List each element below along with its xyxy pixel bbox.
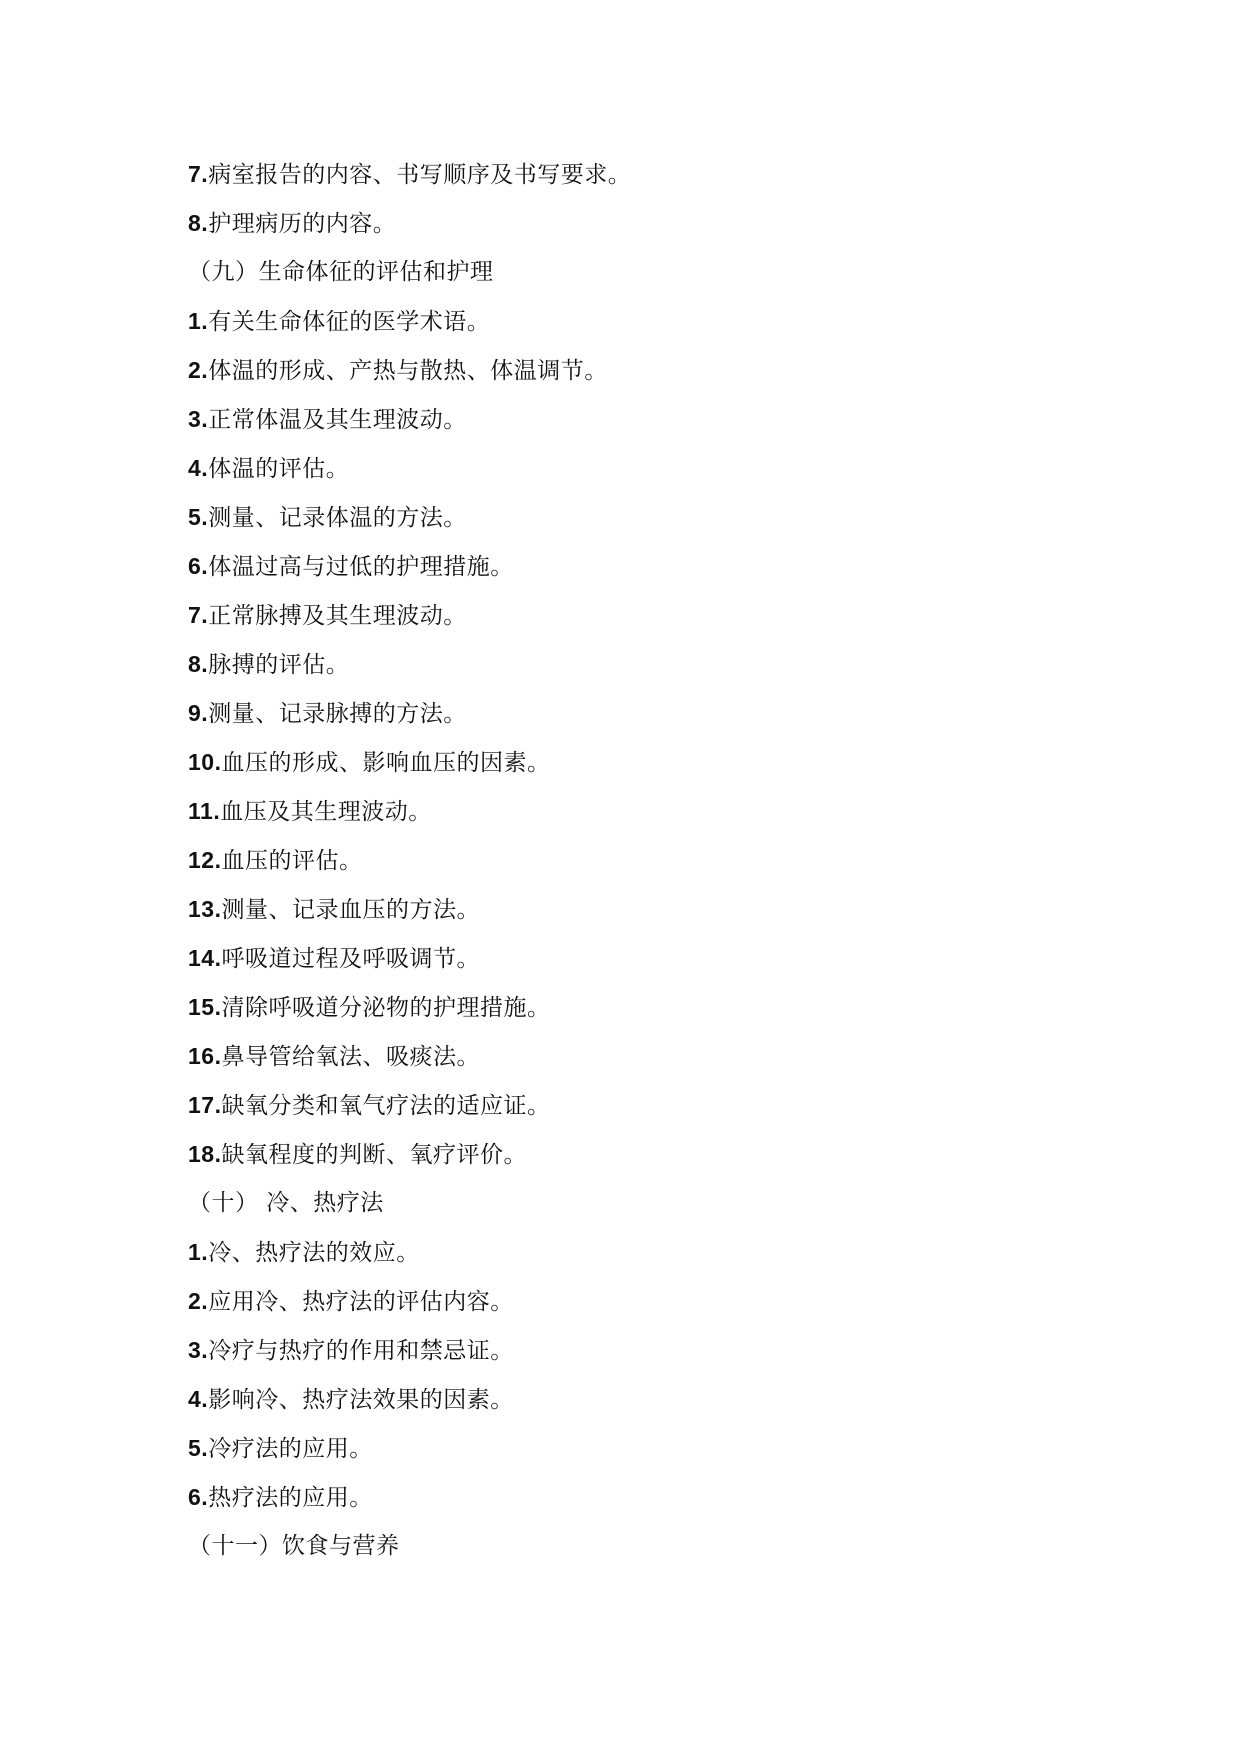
section-heading-text: （十） 冷、热疗法 xyxy=(188,1190,384,1216)
list-item xyxy=(188,738,631,787)
item-number: 4 xyxy=(188,455,202,481)
item-number: 18 xyxy=(188,1141,215,1167)
list-item xyxy=(188,885,631,934)
item-text: 正常脉搏及其生理波动。 xyxy=(208,603,467,629)
list-item xyxy=(188,493,631,542)
section-heading xyxy=(188,1522,631,1571)
item-number-dot: . xyxy=(214,1092,222,1118)
list-item xyxy=(188,983,631,1032)
item-number: 11 xyxy=(188,798,214,824)
list-item xyxy=(188,1326,631,1375)
list-item xyxy=(188,836,631,885)
item-number: 14 xyxy=(188,945,215,971)
item-number-dot: . xyxy=(214,994,222,1020)
item-text: 测量、记录血压的方法。 xyxy=(221,897,480,923)
list-item xyxy=(188,1277,631,1326)
item-number-dot: . xyxy=(201,406,209,432)
list-item xyxy=(188,346,631,395)
item-text: 血压的评估。 xyxy=(221,848,363,874)
item-number: 12 xyxy=(188,847,215,873)
item-text: 护理病历的内容。 xyxy=(208,211,397,237)
section-heading-text: （九）生命体征的评估和护理 xyxy=(188,259,494,285)
list-item xyxy=(188,934,631,983)
list-item xyxy=(188,199,631,248)
item-number: 1 xyxy=(188,308,202,334)
item-text: 测量、记录体温的方法。 xyxy=(208,505,467,531)
item-number: 13 xyxy=(188,896,215,922)
item-text: 冷、热疗法的效应。 xyxy=(208,1240,420,1266)
list-item xyxy=(188,1081,631,1130)
item-number-dot: . xyxy=(201,308,209,334)
item-number-dot: . xyxy=(214,945,222,971)
item-number: 17 xyxy=(188,1092,215,1118)
item-number-dot: . xyxy=(201,553,209,579)
item-number-dot: . xyxy=(201,455,209,481)
section-heading xyxy=(188,248,631,297)
list-item xyxy=(188,1032,631,1081)
item-number: 3 xyxy=(188,406,202,432)
list-item xyxy=(188,1375,631,1424)
item-number-dot: . xyxy=(214,1141,222,1167)
item-number: 1 xyxy=(188,1239,202,1265)
list-item xyxy=(188,1473,631,1522)
item-number: 16 xyxy=(188,1043,215,1069)
item-text: 血压及其生理波动。 xyxy=(220,799,432,825)
list-item xyxy=(188,1424,631,1473)
item-number-dot: . xyxy=(201,1288,209,1314)
item-number-dot: . xyxy=(201,1337,209,1363)
item-number-dot: . xyxy=(201,1386,209,1412)
item-number-dot: . xyxy=(201,210,209,236)
list-item xyxy=(188,640,631,689)
item-text: 体温的形成、产热与散热、体温调节。 xyxy=(208,358,608,384)
item-number-dot: . xyxy=(201,504,209,530)
item-number: 10 xyxy=(188,749,215,775)
list-item xyxy=(188,542,631,591)
list-item xyxy=(188,787,631,836)
item-number: 3 xyxy=(188,1337,202,1363)
item-number: 9 xyxy=(188,700,202,726)
item-number: 7 xyxy=(188,161,202,187)
item-number: 5 xyxy=(188,504,202,530)
document-body xyxy=(188,150,631,1571)
list-item xyxy=(188,591,631,640)
item-text: 病室报告的内容、书写顺序及书写要求。 xyxy=(208,162,632,188)
item-number-dot: . xyxy=(201,161,209,187)
list-item xyxy=(188,689,631,738)
item-text: 体温过高与过低的护理措施。 xyxy=(208,554,514,580)
item-number: 5 xyxy=(188,1435,202,1461)
item-number: 15 xyxy=(188,994,215,1020)
item-text: 应用冷、热疗法的评估内容。 xyxy=(208,1289,514,1315)
item-number-dot: . xyxy=(214,896,222,922)
item-text: 正常体温及其生理波动。 xyxy=(208,407,467,433)
item-text: 有关生命体征的医学术语。 xyxy=(208,309,491,335)
item-number: 6 xyxy=(188,553,202,579)
item-number-dot: . xyxy=(214,847,222,873)
list-item xyxy=(188,444,631,493)
item-number-dot: . xyxy=(201,1484,209,1510)
item-number-dot: . xyxy=(201,1239,209,1265)
item-number: 8 xyxy=(188,210,202,236)
item-number: 2 xyxy=(188,357,202,383)
item-number-dot: . xyxy=(201,357,209,383)
item-text: 热疗法的应用。 xyxy=(208,1485,373,1511)
item-text: 清除呼吸道分泌物的护理措施。 xyxy=(221,995,551,1021)
item-text: 缺氧分类和氧气疗法的适应证。 xyxy=(221,1093,551,1119)
item-number-dot: . xyxy=(201,700,209,726)
item-number-dot: . xyxy=(213,798,221,824)
item-text: 影响冷、热疗法效果的因素。 xyxy=(208,1387,514,1413)
item-number-dot: . xyxy=(214,1043,222,1069)
item-number-dot: . xyxy=(201,1435,209,1461)
list-item xyxy=(188,1228,631,1277)
item-text: 测量、记录脉搏的方法。 xyxy=(208,701,467,727)
list-item xyxy=(188,1130,631,1179)
item-number-dot: . xyxy=(201,651,209,677)
item-number-dot: . xyxy=(214,749,222,775)
item-number: 4 xyxy=(188,1386,202,1412)
item-text: 脉搏的评估。 xyxy=(208,652,350,678)
section-heading xyxy=(188,1179,631,1228)
list-item xyxy=(188,395,631,444)
item-number: 8 xyxy=(188,651,202,677)
item-text: 血压的形成、影响血压的因素。 xyxy=(221,750,551,776)
item-number: 7 xyxy=(188,602,202,628)
item-text: 冷疗法的应用。 xyxy=(208,1436,373,1462)
item-text: 呼吸道过程及呼吸调节。 xyxy=(221,946,480,972)
item-number-dot: . xyxy=(201,602,209,628)
item-text: 缺氧程度的判断、氧疗评价。 xyxy=(221,1142,527,1168)
item-text: 体温的评估。 xyxy=(208,456,350,482)
item-number: 2 xyxy=(188,1288,202,1314)
item-number: 6 xyxy=(188,1484,202,1510)
item-text: 鼻导管给氧法、吸痰法。 xyxy=(221,1044,480,1070)
item-text: 冷疗与热疗的作用和禁忌证。 xyxy=(208,1338,514,1364)
list-item xyxy=(188,297,631,346)
list-item xyxy=(188,150,631,199)
section-heading-text: （十一）饮食与营养 xyxy=(188,1533,400,1559)
